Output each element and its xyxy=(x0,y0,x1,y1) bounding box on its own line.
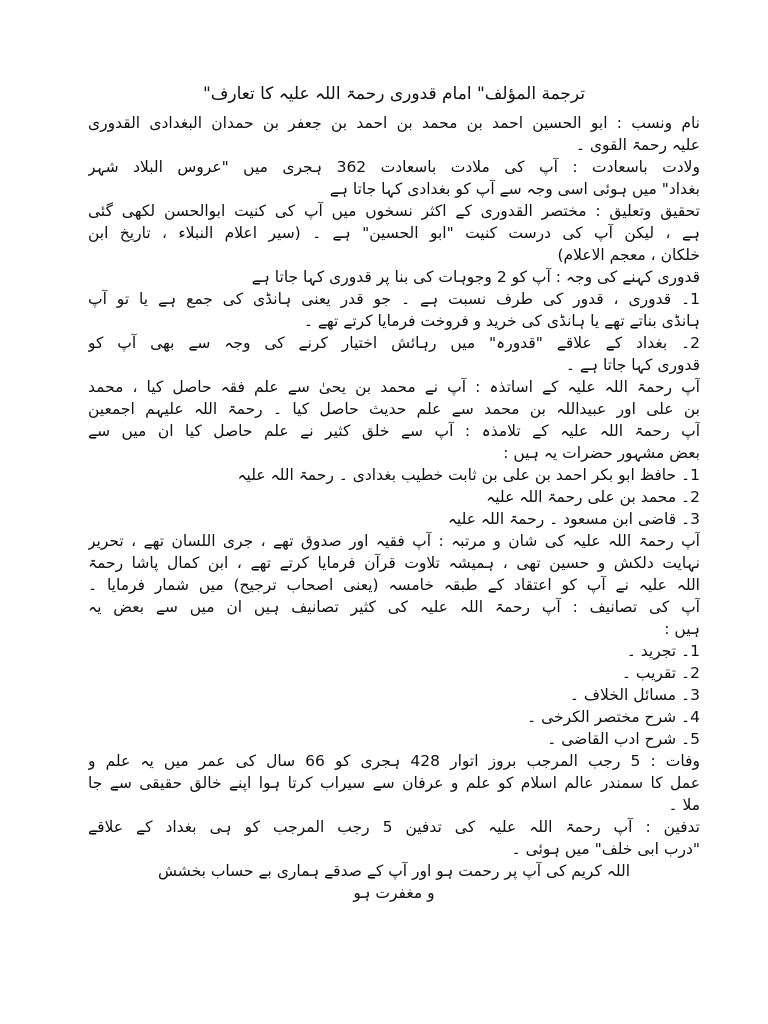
text-line-reason-2: 2۔ بغداد کے علاقے "قدورہ" میں رہائش اختیار کرنے کی وجہ سے بھی آپ کو xyxy=(88,334,700,352)
text-line-students: آپ رحمۃ اللہ علیہ کے تلامذہ : آپ سے خلق کثیر نے علم حاصل کیا ان میں سے xyxy=(88,422,700,440)
text-line-research-3: خلکان ، معجم الاعلام) xyxy=(557,246,700,264)
text-line-birth: ولادت باسعادت : آپ کی ملادت باسعادت 362 ہجری میں "عروس البلاد شہر xyxy=(88,158,700,176)
list-item-work-4: 4۔ شرح مختصر الکرخی ۔ xyxy=(527,708,700,726)
text-line-reason-1-end: ہانڈی بناتے تھے یا ہانڈی کی خرید و فروخت فرمایا کرتے تھے ۔ xyxy=(303,312,700,330)
text-line-status-2: نہایت دلکش و حسین تھی ، ہمیشہ تلاوت قرآن فرمایا کرتے تھے ، ابن کمال پاشا رحمۃ xyxy=(88,554,700,572)
text-line-works-2: ہیں : xyxy=(664,620,700,638)
text-line-lineage-end: علیہ رحمۃ القوی ۔ xyxy=(575,136,700,154)
list-item-work-5: 5۔ شرح ادب القاضی ۔ xyxy=(547,730,700,748)
list-item-work-2: 2۔ تقریب ۔ xyxy=(621,664,700,682)
text-line-prayer-2: و مغفرت ہو xyxy=(353,884,435,902)
list-item-student-1: 1۔ حافظ ابو بکر احمد بن علی بن ثابت خطیب بغدادی ۔ رحمۃ اللہ علیہ xyxy=(237,466,700,484)
urdu-biography-text xyxy=(88,82,700,904)
text-line-death-3: ملا ۔ xyxy=(668,796,700,814)
text-line-lineage: نام ونسب : ابو الحسین احمد بن محمد بن احمد بن جعفر بن حمدان البغدادی القدوری xyxy=(88,114,700,132)
text-line-qudoori-reason: قدوری کہنے کی وجہ : آپ کو 2 وجوہات کی بنا پر قدوری کہا جاتا ہے xyxy=(251,268,700,286)
text-line-birth-end: بغداد" میں ہوئی اسی وجہ سے آپ کو بغدادی کہا جاتا ہے xyxy=(329,180,700,198)
text-line-prayer: اللہ کریم کی آپ پر رحمت ہو اور آپ کے صدقے ہماری بے حساب بخشش xyxy=(157,862,631,880)
text-line-death: وفات : 5 رجب المرجب بروز اتوار 428 ہجری کو 66 سال کی عمر میں یہ علم و xyxy=(88,752,700,770)
list-item-work-3: 3۔ مسائل الخلاف ۔ xyxy=(569,686,700,704)
text-line-death-2: عمل کا سمندر عالم اسلام کو علم و عرفان سے سیراب کرتا ہوا اپنے خالق حقیقی سے جا xyxy=(88,774,700,792)
list-item-student-3: 3۔ قاضی ابن مسعود ۔ رحمۃ اللہ علیہ xyxy=(447,510,700,528)
text-line-reason-2-end: قدوری کہا جاتا ہے ۔ xyxy=(565,356,700,374)
text-line-reason-1: 1۔ قدوری ، قدور کی طرف نسبت ہے ۔ جو قدر یعنی ہانڈی کی جمع ہے یا تو آپ xyxy=(88,290,700,308)
text-line-status: آپ رحمۃ اللہ علیہ کی شان و مرتبہ : آپ فقیہ اور صدوق تھے ، جری اللسان تھے ، تحریر xyxy=(88,532,700,550)
text-line-burial: تدفین : آپ رحمۃ اللہ علیہ کی تدفین 5 رجب المرجب کو ہی بغداد کے علاقے xyxy=(88,818,700,836)
text-line-research-2: ہے ، لیکن آپ کی درست کنیت "ابو الحسین" ہے ۔ (سیر اعلام النبلاء ، تاریخ ابن xyxy=(88,224,700,242)
text-line-research: تحقیق وتعلیق : مختصر القدوری کے اکثر نسخوں میں آپ کی کنیت ابوالحسن لکھی گئی xyxy=(88,202,700,220)
text-line-teachers: آپ رحمۃ اللہ علیہ کے اساتذہ : آپ نے محمد بن یحیٰ سے علم فقہ حاصل کیا ، محمد xyxy=(88,378,700,396)
text-line-works: آپ کی تصانیف : آپ رحمۃ اللہ علیہ کی کثیر تصانیف ہیں ان میں سے بعض یہ xyxy=(88,598,700,616)
list-item-work-1: 1۔ تجرید ۔ xyxy=(626,642,700,660)
list-item-student-2: 2۔ محمد بن علی رحمۃ اللہ علیہ xyxy=(486,488,700,506)
text-line-teachers-2: بن علی اور عبیداللہ بن محمد سے علم حدیث حاصل کیا ۔ رحمۃ اللہ علیہم اجمعین xyxy=(88,400,700,418)
text-line-status-3: اللہ علیہ نے آپ کو اعتقاد کے طبقہ خامسہ (یعنی اصحاب ترجیح) میں شمار فرمایا ۔ xyxy=(88,576,700,594)
text-line-students-2: بعض مشہور حضرات یہ ہیں : xyxy=(503,444,700,462)
text-line-burial-2: "درب ابی خلف" میں ہوئی ۔ xyxy=(511,840,700,858)
document-title: ترجمة المؤلف" امام قدوری رحمۃ اللہ علیہ کا تعارف" xyxy=(202,84,586,104)
